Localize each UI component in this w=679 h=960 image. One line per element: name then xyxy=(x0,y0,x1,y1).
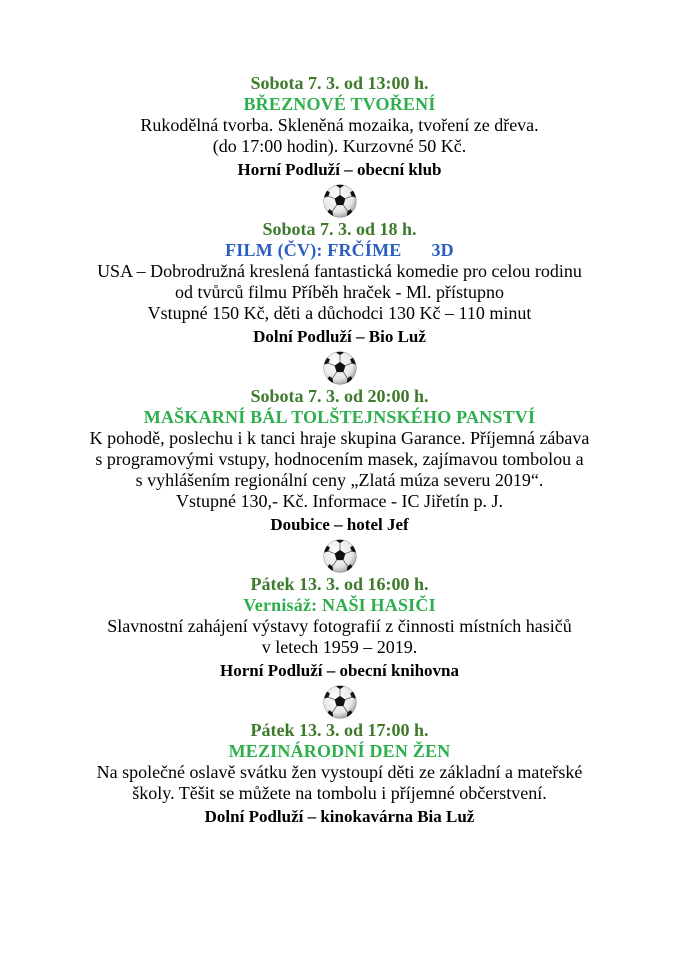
description-line: USA – Dobrodružná kreslená fantastická komedie pro celou rodinu xyxy=(97,261,582,281)
event-title xyxy=(0,595,679,616)
event-2 xyxy=(0,219,679,350)
event-description xyxy=(0,762,679,804)
event-title-text: NAŠI HASIČI xyxy=(322,595,436,615)
event-description xyxy=(0,115,679,157)
event-title: MEZINÁRODNÍ DEN ŽEN xyxy=(228,741,451,761)
description-line: Vstupné 150 Kč, děti a důchodci 130 Kč – 110 minut xyxy=(147,303,532,323)
event-5 xyxy=(0,720,679,830)
description-line: Slavnostní zahájení výstavy fotografií z činnosti místních hasičů xyxy=(107,616,572,636)
separator xyxy=(0,183,679,219)
event-date: Sobota 7. 3. od 20:00 h. xyxy=(250,386,429,406)
event-venue: Horní Podluží – obecní knihovna xyxy=(220,661,459,680)
separator xyxy=(0,538,679,574)
event-date: Pátek 13. 3. od 17:00 h. xyxy=(250,720,429,740)
event-description xyxy=(0,428,679,512)
event-title: MAŠKARNÍ BÁL TOLŠTEJNSKÉHO PANSTVÍ xyxy=(143,407,536,427)
soccer-ball-icon xyxy=(323,539,357,573)
event-date: Sobota 7. 3. od 13:00 h. xyxy=(250,73,429,93)
event-venue: Dolní Podluží – kinokavárna Bia Luž xyxy=(204,807,475,826)
event-3 xyxy=(0,386,679,538)
event-title-suffix: 3D xyxy=(431,240,454,260)
description-line: školy. Těšit se můžete na tombolu i příjemné občerstvení. xyxy=(132,783,547,803)
soccer-ball-icon xyxy=(323,685,357,719)
description-line: Rukodělná tvorba. Skleněná mozaika, tvoření ze dřeva. xyxy=(140,115,539,135)
description-line: od tvůrců filmu Příběh hraček - Ml. přístupno xyxy=(175,282,504,302)
event-venue: Doubice – hotel Jef xyxy=(270,515,409,534)
events-page xyxy=(0,73,679,830)
description-line: (do 17:00 hodin). Kurzovné 50 Kč. xyxy=(212,136,467,156)
event-date: Pátek 13. 3. od 16:00 h. xyxy=(250,574,429,594)
separator xyxy=(0,684,679,720)
event-venue: Dolní Podluží – Bio Luž xyxy=(253,327,426,346)
event-title: BŘEZNOVÉ TVOŘENÍ xyxy=(243,94,436,114)
event-title xyxy=(0,240,679,261)
event-venue: Horní Podluží – obecní klub xyxy=(237,160,442,179)
event-4 xyxy=(0,574,679,684)
event-title-text: FILM (ČV): FRČÍME xyxy=(225,240,402,260)
event-date: Sobota 7. 3. od 18 h. xyxy=(262,219,417,239)
description-line: s vyhlášením regionální ceny „Zlatá múza severu 2019“. xyxy=(135,470,544,490)
separator xyxy=(0,350,679,386)
soccer-ball-icon xyxy=(323,184,357,218)
event-title-prefix: Vernisáž: xyxy=(243,595,323,615)
description-line: Vstupné 130,- Kč. Informace - IC Jiřetín p. J. xyxy=(176,491,503,511)
description-line: v letech 1959 – 2019. xyxy=(261,637,418,657)
description-line: Na společné oslavě svátku žen vystoupí děti ze základní a mateřské xyxy=(96,762,583,782)
event-description xyxy=(0,261,679,324)
event-description xyxy=(0,616,679,658)
description-line: s programovými vstupy, hodnocením masek, zajímavou tombolou a xyxy=(95,449,584,469)
soccer-ball-icon xyxy=(323,351,357,385)
event-1 xyxy=(0,73,679,183)
description-line: K pohodě, poslechu i k tanci hraje skupina Garance. Příjemná zábava xyxy=(89,428,590,448)
